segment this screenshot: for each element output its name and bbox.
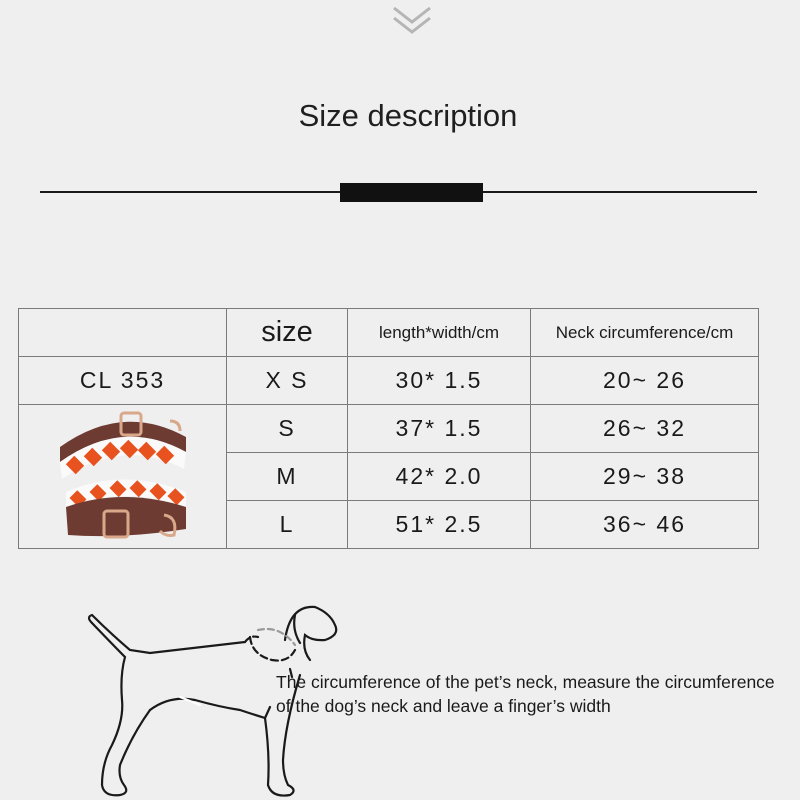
neck-measurement-caption	[276, 670, 775, 718]
page-title: Size description	[298, 98, 518, 133]
length-width-cell: 42* 2.0	[348, 453, 531, 501]
product-image-cell	[19, 405, 227, 549]
size-cell: S	[227, 405, 348, 453]
header-cell-size: size	[227, 309, 348, 357]
size-cell: M	[227, 453, 348, 501]
neck-cell: 29~ 38	[531, 453, 759, 501]
length-width-cell: 30* 1.5	[348, 357, 531, 405]
caption-line-2: of the dog’s neck and leave a finger’s width	[276, 696, 611, 716]
neck-cell: 20~ 26	[531, 357, 759, 405]
divider-accent-bar	[340, 183, 483, 202]
length-width-cell: 37* 1.5	[348, 405, 531, 453]
model-cell: CL 353	[19, 357, 227, 405]
caption-line-1: The circumference of the pet’s neck, measure the circumference	[276, 672, 775, 692]
neck-cell: 36~ 46	[531, 501, 759, 549]
header-cell-length-width: length*width/cm	[348, 309, 531, 357]
size-table	[18, 308, 759, 549]
header-cell-neck: Neck circumference/cm	[531, 309, 759, 357]
table-row	[19, 405, 759, 453]
size-cell: X S	[227, 357, 348, 405]
neck-cell: 26~ 32	[531, 405, 759, 453]
header-cell-empty	[19, 309, 227, 357]
table-row	[19, 357, 759, 405]
table-header-row	[19, 309, 759, 357]
chevron-double-down-icon[interactable]	[390, 4, 434, 38]
length-width-cell: 51* 2.5	[348, 501, 531, 549]
collar-product-image	[48, 407, 198, 547]
size-cell: L	[227, 501, 348, 549]
